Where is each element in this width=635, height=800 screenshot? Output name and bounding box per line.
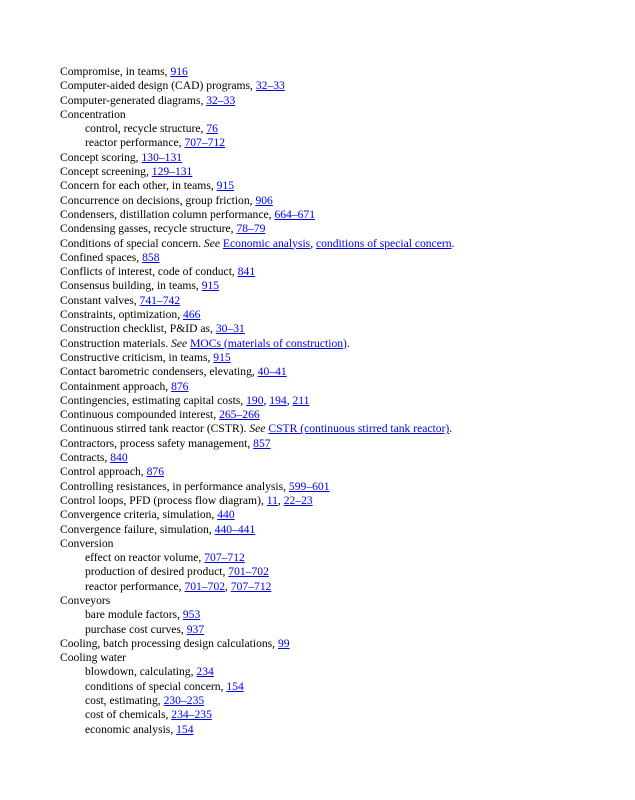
index-entry <box>60 422 620 436</box>
entry-text: Continuous stirred tank reactor (CSTR). <box>60 422 250 436</box>
entry-text: , <box>225 579 231 593</box>
page-reference-link[interactable]: 915 <box>213 350 231 364</box>
index-entry <box>60 251 620 265</box>
entry-text: Constraints, optimization, <box>60 308 184 322</box>
page-reference-link[interactable]: 857 <box>253 436 271 450</box>
page-reference-link[interactable]: 130–131 <box>141 150 183 164</box>
index-entry <box>60 165 620 179</box>
index-subentry <box>60 623 620 637</box>
page-reference-link[interactable]: 707–712 <box>230 579 272 593</box>
page-reference-link[interactable]: CSTR (continuous stirred tank reactor) <box>268 422 450 436</box>
index-entry <box>60 65 620 79</box>
index-entry <box>60 322 620 336</box>
page-reference-link[interactable]: 154 <box>226 679 244 693</box>
index-subentry <box>60 122 620 136</box>
page-reference-link[interactable]: 915 <box>216 179 235 193</box>
see-reference-label: See <box>203 236 221 250</box>
page-reference-link[interactable]: 466 <box>183 308 201 322</box>
index-entry <box>60 179 620 193</box>
index-entry <box>60 94 620 108</box>
entry-text: Cooling water <box>60 651 127 665</box>
page-reference-link[interactable]: 234 <box>196 665 214 679</box>
entry-text: , <box>277 493 284 507</box>
entry-text: Convergence failure, simulation, <box>60 522 215 536</box>
entry-text: Controlling resistances, in performance analysis, <box>60 479 289 493</box>
page-reference-link[interactable]: 707–712 <box>184 136 226 150</box>
index-subentry <box>60 551 620 565</box>
index-subentry <box>60 680 620 694</box>
entry-text: Constant valves, <box>60 293 140 307</box>
page-reference-link[interactable]: 32–33 <box>206 93 236 107</box>
index-subentry <box>60 608 620 622</box>
page-reference-link[interactable]: 440–441 <box>214 522 256 536</box>
index-entry <box>60 108 620 122</box>
page-reference-link[interactable]: MOCs (materials of construction) <box>190 336 347 350</box>
entry-text: Concurrence on decisions, group friction, <box>60 193 256 207</box>
page-reference-link[interactable]: 937 <box>186 622 205 636</box>
index-page <box>60 65 620 737</box>
entry-text: Contingencies, estimating capital costs, <box>60 393 247 407</box>
index-subentry <box>60 565 620 579</box>
index-entry <box>60 265 620 279</box>
index-entry <box>60 294 620 308</box>
index-subentry <box>60 723 620 737</box>
index-entry <box>60 494 620 508</box>
entry-text: purchase cost curves, <box>85 622 187 636</box>
entry-text: Convergence criteria, simulation, <box>60 508 218 522</box>
page-reference-link[interactable]: 841 <box>237 265 256 279</box>
index-entry <box>60 308 620 322</box>
see-reference-label: See <box>171 336 188 350</box>
page-reference-link[interactable]: 40–41 <box>257 365 287 379</box>
entry-text: reactor performance, <box>85 136 185 150</box>
entry-text: production of desired product, <box>85 565 229 579</box>
entry-text: economic analysis, <box>85 722 177 736</box>
page-reference-link[interactable]: 664–671 <box>274 207 316 221</box>
page-reference-link[interactable]: 741–742 <box>139 293 181 307</box>
page-reference-link[interactable]: 440 <box>217 508 235 522</box>
index-entry <box>60 351 620 365</box>
page-reference-link[interactable]: 876 <box>146 465 164 479</box>
entry-text: . <box>346 336 350 350</box>
page-reference-link[interactable]: 99 <box>277 636 290 650</box>
entry-text: , <box>286 393 293 407</box>
index-entry <box>60 508 620 522</box>
entry-text: cost of chemicals, <box>85 708 172 722</box>
entry-text: Compromise, in teams, <box>60 65 171 78</box>
index-entry <box>60 523 620 537</box>
index-entry <box>60 637 620 651</box>
index-entry <box>60 594 620 608</box>
page-reference-link[interactable]: 915 <box>201 279 220 293</box>
page-reference-link[interactable]: 701–702 <box>228 565 269 579</box>
entry-text: Computer-aided design (CAD) programs, <box>60 79 256 93</box>
entry-text: . <box>449 422 453 436</box>
index-entry <box>60 79 620 93</box>
page-reference-link[interactable]: Economic analysis <box>222 236 311 250</box>
entry-text: Conversion <box>60 536 114 550</box>
page-reference-link[interactable]: 599–601 <box>288 479 330 493</box>
index-entry <box>60 151 620 165</box>
entry-text: Confined spaces, <box>60 250 143 264</box>
index-entry <box>60 394 620 408</box>
entry-text: Concentration <box>60 107 126 121</box>
entry-text: bare module factors, <box>85 608 183 622</box>
index-subentry <box>60 580 620 594</box>
entry-text: Conflicts of interest, code of conduct, <box>60 265 238 279</box>
entry-text: control, recycle structure, <box>85 122 207 136</box>
index-entry <box>60 237 620 251</box>
index-entry <box>60 408 620 422</box>
page-reference-link[interactable]: 707–712 <box>204 551 245 565</box>
page-reference-link[interactable]: 840 <box>110 451 128 465</box>
entry-text: Contracts, <box>60 451 111 465</box>
index-entry <box>60 337 620 351</box>
page-reference-link[interactable]: 30–31 <box>215 322 245 336</box>
entry-text: Construction checklist, P&ID as, <box>60 322 216 336</box>
entry-text: Concept scoring, <box>60 150 142 164</box>
index-subentry <box>60 694 620 708</box>
index-entry <box>60 651 620 665</box>
entry-text: Condensers, distillation column performance, <box>60 207 275 221</box>
page-reference-link[interactable]: 76 <box>206 122 218 136</box>
page-reference-link[interactable]: 154 <box>176 722 194 736</box>
page-reference-link[interactable]: 11 <box>266 493 278 507</box>
index-entry <box>60 537 620 551</box>
page-reference-link[interactable]: 234–235 <box>171 708 212 722</box>
entry-text: effect on reactor volume, <box>85 551 205 565</box>
entry-text: , <box>263 393 270 407</box>
entry-text: Continuous compounded interest, <box>60 408 220 422</box>
entry-text: Control loops, PFD (process flow diagram), <box>60 493 267 507</box>
page-reference-link[interactable]: 194 <box>269 393 287 407</box>
page-reference-link[interactable]: 916 <box>170 65 188 78</box>
page-reference-link[interactable]: 22–23 <box>283 493 313 507</box>
index-entry <box>60 208 620 222</box>
entry-text: Concern for each other, in teams, <box>60 179 217 193</box>
index-entry <box>60 480 620 494</box>
page-reference-link[interactable]: 129–131 <box>151 165 193 179</box>
entry-text: Cooling, batch processing design calculations, <box>60 636 278 650</box>
index-entry <box>60 465 620 479</box>
index-subentry <box>60 136 620 150</box>
entry-text: Contractors, process safety management, <box>60 436 254 450</box>
index-entry <box>60 279 620 293</box>
entry-text: . <box>451 236 455 250</box>
entry-text: Construction materials. <box>60 336 172 350</box>
entry-text: blowdown, calculating, <box>85 665 197 679</box>
page-reference-link[interactable]: 906 <box>255 193 273 207</box>
entry-text: Control approach, <box>60 465 147 479</box>
index-subentry <box>60 665 620 679</box>
index-entry <box>60 222 620 236</box>
index-subentry <box>60 708 620 722</box>
index-entry <box>60 451 620 465</box>
index-entry <box>60 380 620 394</box>
page-reference-link[interactable]: 953 <box>182 608 201 622</box>
page-reference-link[interactable]: conditions of special concern <box>315 236 452 250</box>
page-reference-link[interactable]: 876 <box>171 379 189 393</box>
page-reference-link[interactable]: 78–79 <box>236 222 266 236</box>
page-reference-link[interactable]: 858 <box>142 250 160 264</box>
index-entry <box>60 437 620 451</box>
entry-text: Contact barometric condensers, elevating, <box>60 365 258 379</box>
page-reference-link[interactable]: 701–702 <box>184 579 226 593</box>
entry-text: Conveyors <box>60 593 111 607</box>
entry-text: Containment approach, <box>60 379 172 393</box>
index-entry <box>60 365 620 379</box>
page-reference-link[interactable]: 211 <box>292 393 310 407</box>
entry-text: Concept screening, <box>60 165 152 179</box>
page-reference-link[interactable]: 32–33 <box>255 79 285 93</box>
page-reference-link[interactable]: 230–235 <box>163 694 205 708</box>
entry-text: Consensus building, in teams, <box>60 279 202 293</box>
entry-text: cost, estimating, <box>85 694 164 708</box>
entry-text: conditions of special concern, <box>85 679 227 693</box>
entry-text: reactor performance, <box>85 579 185 593</box>
index-entry <box>60 194 620 208</box>
entry-text: , <box>310 236 316 250</box>
entry-text: Condensing gasses, recycle structure, <box>60 222 237 236</box>
see-reference-label: See <box>249 422 266 436</box>
page-reference-link[interactable]: 265–266 <box>219 408 260 422</box>
entry-text: Conditions of special concern. <box>60 236 204 250</box>
entry-text: Constructive criticism, in teams, <box>60 350 214 364</box>
entry-text: Computer-generated diagrams, <box>60 93 207 107</box>
page-reference-link[interactable]: 190 <box>246 393 264 407</box>
